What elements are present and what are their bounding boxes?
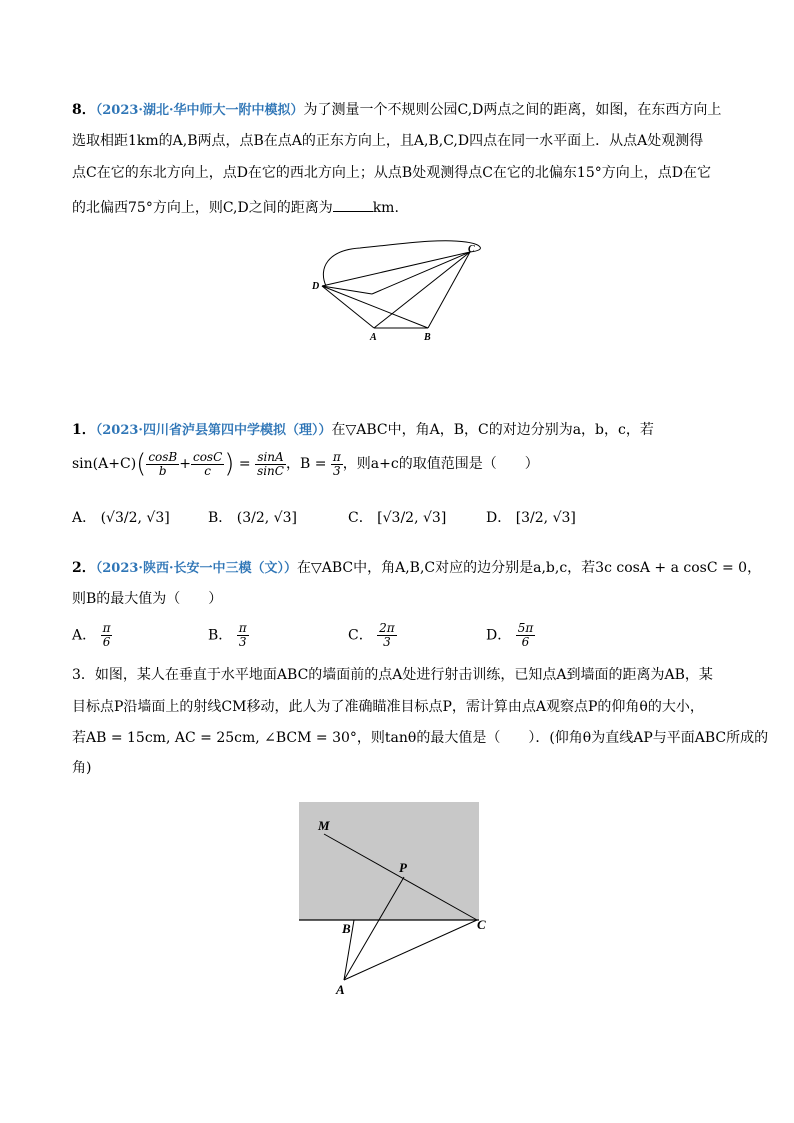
- q1-option-b[interactable]: B． (3/2, √3]: [208, 510, 297, 526]
- q1-option-d[interactable]: D． [3/2, √3]: [486, 510, 576, 526]
- q8-text-4: 的北偏西75°方向上，则C,D之间的距离为: [72, 200, 333, 216]
- label-C: C: [477, 917, 486, 932]
- label-D: D: [312, 281, 320, 292]
- q8-unit: km.: [372, 200, 399, 216]
- segment-BC: [428, 252, 470, 328]
- q2-line-1: [72, 558, 761, 579]
- label-A: A: [336, 982, 345, 997]
- q3-line-3: 若AB = 15cm, AC = 25cm, ∠BCM = 30°，则tanθ的最大值是（ ）．(仰角θ为直线AP与平面ABC所成的: [72, 730, 769, 746]
- segment-D-mid: [322, 286, 372, 294]
- q1-text-1: 在▽ABC中，角A，B，C的对边分别为a，b，c，若: [331, 422, 654, 438]
- q2-option-d[interactable]: D． $\frac{5\pi}{6}$: [486, 621, 534, 649]
- label-A: A: [370, 332, 377, 343]
- segment-mid-C: [372, 252, 470, 294]
- q1-line-1: [72, 420, 654, 441]
- q8-line-2: 选取相距1km的A,B两点，点B在点A的正东方向上，且A,B,C,D四点在同一水平面上．从点A处观测得: [72, 133, 704, 149]
- q2-option-c[interactable]: C． $\frac{2\pi}{3}$: [348, 621, 395, 649]
- q2-number: 2．: [72, 560, 96, 576]
- q2-line-2: 则B的最大值为（ ）: [72, 591, 223, 607]
- q8-line-4: [72, 197, 399, 218]
- q3-figure: [296, 800, 496, 1000]
- segment-DA: [322, 286, 374, 328]
- segment-AC: [344, 920, 477, 980]
- q2-option-a[interactable]: A． $\frac{\pi}{6}$: [72, 621, 111, 649]
- q8-line-3: 点C在它的东北方向上，点D在它的西北方向上；从点B处观测得点C在它的北偏东15°方向上，点D在它: [72, 165, 711, 181]
- label-B: B: [342, 921, 351, 936]
- q3-number: 3．: [72, 667, 95, 683]
- q3-line-2: 目标点P沿墙面上的射线CM移动，此人为了准确瞄准目标点P，需计算由点A观察点P的仰角θ的大小，: [72, 699, 704, 715]
- label-C: C: [468, 244, 475, 255]
- label-M: M: [318, 818, 330, 833]
- q1-equation: sin(A+C)( $\frac{\cos B}{b}$ + $\frac{\cos C}{c}$ ) = $\frac{\sin A}{\sin C}$ ，B = $\frac{\pi}{3}$ ，则a+c的取值范围是（ ）: [72, 449, 539, 479]
- q1-option-c[interactable]: C． [√3/2, √3]: [348, 510, 447, 526]
- q1-source: （2023·四川省泸县第四中学模拟（理））: [95, 423, 332, 438]
- q8-figure: [300, 228, 500, 348]
- label-B: B: [424, 332, 431, 343]
- q2-source: （2023·陕西·长安一中三模（文））: [95, 561, 297, 576]
- label-P: P: [399, 860, 407, 875]
- q3-line-1: [72, 665, 713, 685]
- q1-eq-prefix: sin(A+C): [72, 456, 137, 472]
- q1-number: 1．: [72, 422, 96, 438]
- answer-blank[interactable]: [333, 197, 373, 212]
- q8-line-1: [72, 100, 721, 121]
- q2-option-b[interactable]: B． $\frac{\pi}{3}$: [208, 621, 247, 649]
- q3-text-1: 如图，某人在垂直于水平地面ABC的墙面前的点A处进行射击训练，已知点A到墙面的距离为AB，某: [94, 667, 713, 683]
- q3-line-4: 角): [72, 760, 92, 776]
- park-boundary: [323, 241, 480, 286]
- q8-number: 8．: [72, 102, 96, 118]
- q8-source: （2023·湖北·华中师大一附中模拟）: [95, 103, 304, 118]
- q1-option-a[interactable]: A． (√3/2, √3]: [72, 510, 170, 526]
- q8-text-1: 为了测量一个不规则公园C,D两点之间的距离，如图，在东西方向上: [303, 102, 722, 118]
- q2-text-1: 在▽ABC中，角A,B,C对应的边分别是a,b,c，若3c cosA + a cosC = 0，: [296, 560, 762, 576]
